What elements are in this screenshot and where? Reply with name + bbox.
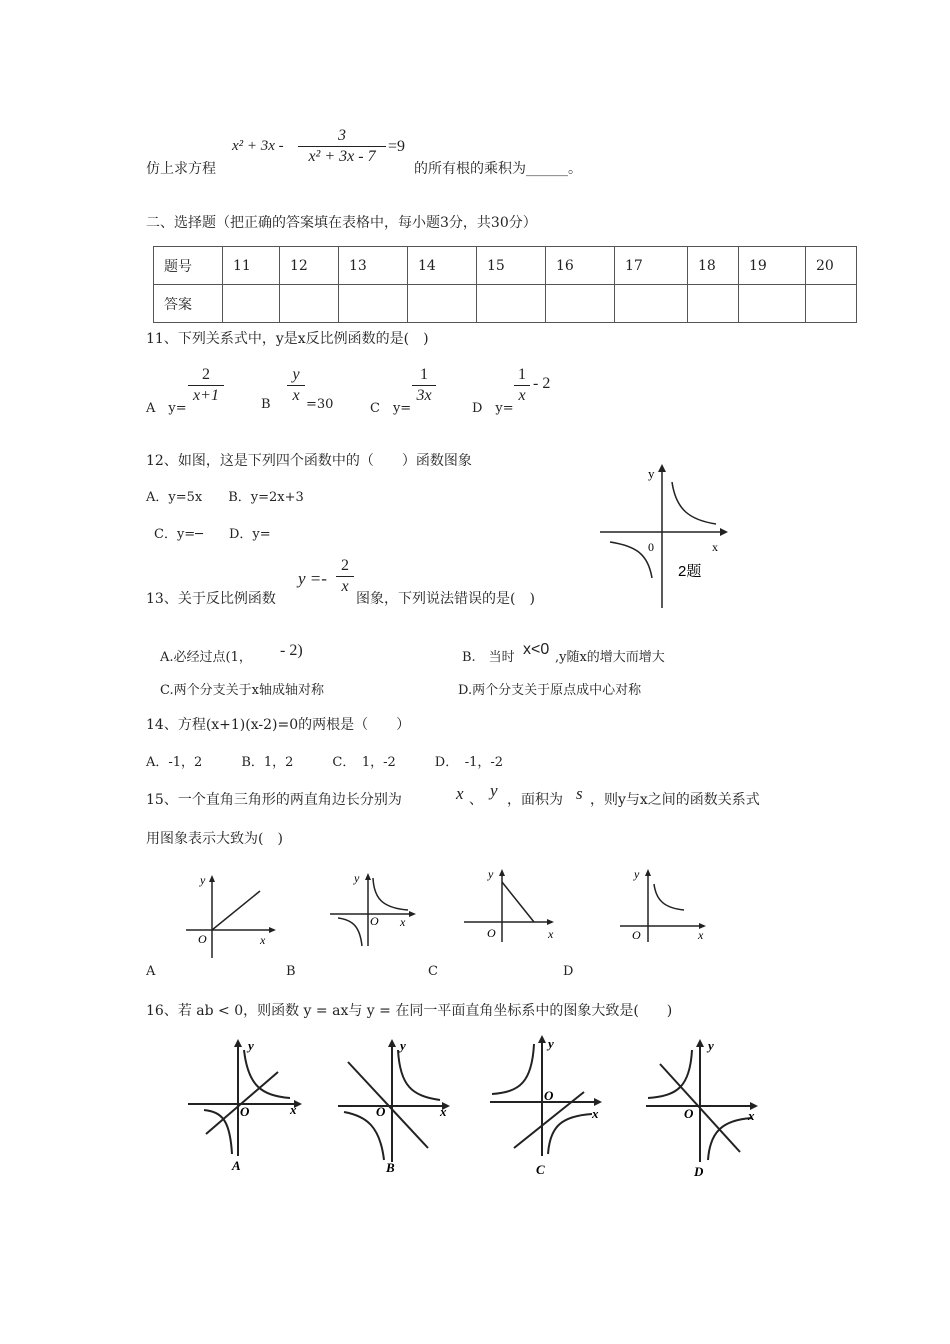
q10-suffix: 的所有根的乘积为______。	[414, 161, 582, 177]
answer-cell[interactable]	[339, 285, 408, 323]
q13-func-num: 2	[336, 556, 354, 577]
answer-cell[interactable]	[688, 285, 739, 323]
q16-graph-c	[488, 1030, 608, 1177]
q15-stem-3: ，则y与x之间的函数关系式	[590, 792, 760, 808]
q12-y-arrow-icon	[658, 464, 666, 472]
answer-table-header-row	[154, 247, 857, 285]
axis-y-label: y	[548, 1036, 554, 1051]
q11-c-label: C y=	[370, 401, 412, 416]
q16-graph-b	[336, 1036, 456, 1176]
q11-c-fraction	[412, 365, 436, 406]
q13-func-lhs: y =-	[298, 569, 327, 588]
q12-figure	[598, 460, 733, 610]
table-cell: 20	[806, 247, 857, 285]
q12-x-arrow-icon	[720, 528, 728, 536]
q11-a-fraction	[188, 365, 224, 406]
q13-option-b-prefix: B. 当时	[462, 650, 515, 665]
q10-fraction	[298, 126, 386, 167]
origin-label: O	[632, 928, 641, 942]
table-cell: 11	[223, 247, 280, 285]
axis-y-label: y	[400, 1038, 406, 1053]
q13-option-a: A.必经过点(1，	[160, 650, 252, 665]
answer-cell[interactable]	[223, 285, 280, 323]
q14-stem: 14、方程(x+1)(x-2)=0的两根是（ ）	[146, 717, 411, 733]
answer-cell[interactable]	[477, 285, 546, 323]
q10-prefix: 仿上求方程	[146, 161, 216, 177]
answer-cell[interactable]	[806, 285, 857, 323]
q13-func-den: x	[341, 578, 349, 595]
q15-label-d: D	[563, 964, 574, 979]
q11-a-num: 2	[188, 365, 224, 386]
q16-stem: 16、若 ab < 0，则函数 y = ax与 y = 在同一平面直角坐标系中的图象大致是( )	[146, 1003, 673, 1019]
arrow-icon	[645, 869, 651, 876]
q13-stem-prefix: 13、关于反比例函数	[146, 591, 276, 607]
q11-d-label: D y=	[472, 401, 514, 416]
q15a-line	[212, 891, 260, 930]
answer-cell[interactable]	[408, 285, 477, 323]
q12-x-label: x	[712, 540, 718, 554]
q15-graph-b	[328, 870, 428, 950]
arrow-icon	[388, 1039, 396, 1047]
q13-option-b-condition: x<0	[523, 641, 550, 658]
axis-y-label: y	[488, 867, 494, 881]
q11-a-label: A y=	[146, 401, 187, 416]
axis-x-label: x	[260, 933, 266, 947]
axis-y-label: y	[354, 871, 360, 885]
q16-label-b: B	[386, 1160, 395, 1175]
q15-stem-line2: 用图象表示大致为( )	[146, 831, 283, 847]
table-cell: 17	[615, 247, 688, 285]
origin-label: O	[487, 926, 496, 940]
axis-x-label: x	[698, 928, 704, 942]
axis-y-label: y	[634, 867, 640, 881]
q12-options-ab: A．y=5x B．y=2x+3	[146, 490, 304, 505]
q13-option-b-suffix: ,y随x的增大而增大	[555, 650, 665, 665]
answer-table-answer-row	[154, 285, 857, 323]
q13-option-c: C.两个分支关于x轴成轴对称	[160, 683, 324, 698]
q11-d-fraction	[514, 365, 530, 406]
q13-option-d: D.两个分支关于原点成中心对称	[458, 683, 642, 698]
q11-b-label: B	[261, 397, 271, 412]
q16-graph-d	[644, 1036, 766, 1179]
q16-label-c: C	[536, 1162, 545, 1177]
q12-stem: 12、如图，这是下列四个函数中的（ ）函数图象	[146, 453, 472, 469]
q11-a-den: x+1	[193, 387, 219, 404]
axis-x-label: x	[592, 1106, 599, 1121]
q10-lhs: x² + 3x -	[232, 138, 284, 154]
origin-label: O	[544, 1088, 554, 1103]
table-cell: 19	[739, 247, 806, 285]
axis-y-label: y	[248, 1038, 254, 1053]
arrow-icon	[409, 911, 416, 917]
table-cell: 12	[280, 247, 339, 285]
q10-frac-den: x² + 3x - 7	[308, 148, 376, 165]
q11-c-den: 3x	[416, 387, 432, 404]
q15-graph-a	[180, 870, 280, 960]
q11-b-den: x	[292, 387, 300, 404]
axis-x-label: x	[400, 915, 406, 929]
origin-label: O	[684, 1106, 694, 1121]
q11-d-suffix: - 2	[533, 375, 551, 392]
origin-label: O	[240, 1104, 250, 1119]
arrow-icon	[209, 875, 215, 882]
arrow-icon	[234, 1039, 242, 1047]
axis-y-label: y	[708, 1038, 714, 1053]
q13-func-fraction	[336, 556, 354, 597]
origin-label: O	[370, 914, 379, 928]
answer-cell[interactable]	[739, 285, 806, 323]
axis-y-label: y	[200, 873, 206, 887]
table-cell: 13	[339, 247, 408, 285]
arrow-icon	[365, 873, 371, 880]
arrow-icon	[696, 1039, 704, 1047]
table-cell: 题号	[154, 247, 223, 285]
q12-curve-lower	[610, 542, 652, 578]
q16-graph-a	[186, 1036, 306, 1176]
answer-cell[interactable]	[546, 285, 615, 323]
answer-table	[153, 246, 857, 323]
q15-stem-1: 15、一个直角三角形的两直角边长分别为	[146, 792, 402, 808]
q11-b-fraction	[287, 365, 305, 406]
q11-stem: 11、下列关系式中，y是x反比例函数的是( )	[146, 331, 429, 347]
q15-graph-c	[462, 866, 562, 946]
q15-label-c: C	[428, 964, 438, 979]
q16-label-a: A	[232, 1158, 241, 1173]
q11-d-den: x	[518, 387, 526, 404]
q15-graph-d	[618, 866, 718, 946]
q11-d-num: 1	[514, 365, 530, 386]
q11-b-suffix: =30	[306, 397, 334, 412]
origin-label: O	[376, 1104, 386, 1119]
q13-stem-suffix: 图象，下列说法错误的是( )	[356, 591, 535, 607]
table-cell: 16	[546, 247, 615, 285]
table-cell: 答案	[154, 285, 223, 323]
q15-var-y: y	[490, 781, 498, 800]
q15-var-x: x	[456, 784, 464, 803]
arrow-icon	[538, 1035, 546, 1043]
q13-option-a-value: - 2)	[280, 642, 303, 659]
q12-y-label: y	[648, 466, 655, 481]
q12-figure-caption: 2题	[678, 563, 702, 580]
q12-origin-label: 0	[648, 540, 654, 554]
q14-options: A．-1，2 B．1，2 C． 1，-2 D． -1，-2	[146, 755, 504, 770]
q15-stem-2: ，面积为	[507, 792, 563, 808]
axis-x-label: x	[548, 927, 554, 941]
q10-frac-num: 3	[298, 126, 386, 147]
table-cell: 15	[477, 247, 546, 285]
q15-label-b: B	[286, 964, 296, 979]
arrow-icon	[269, 927, 276, 933]
q11-b-num: y	[287, 365, 305, 386]
axis-x-label: x	[290, 1102, 297, 1117]
q15-separator: 、	[469, 792, 483, 808]
axis-x-label: x	[440, 1104, 447, 1119]
section2-title: 二、选择题（把正确的答案填在表格中，每小题3分，共30分）	[146, 215, 537, 231]
q15-label-a: A	[146, 964, 156, 979]
arrow-icon	[594, 1098, 602, 1106]
q10-rhs: =9	[388, 138, 406, 155]
answer-cell[interactable]	[280, 285, 339, 323]
answer-cell[interactable]	[615, 285, 688, 323]
table-cell: 18	[688, 247, 739, 285]
q11-c-num: 1	[412, 365, 436, 386]
q12-options-cd: C．y=─ D．y=	[154, 527, 271, 542]
axis-x-label: x	[748, 1108, 755, 1123]
q15-var-s: s	[576, 784, 583, 803]
q12-curve-upper	[672, 482, 716, 524]
arrow-icon	[499, 869, 505, 876]
table-cell: 14	[408, 247, 477, 285]
arrow-icon	[547, 919, 554, 925]
origin-label: O	[198, 932, 207, 946]
q16-label-d: D	[694, 1164, 704, 1179]
